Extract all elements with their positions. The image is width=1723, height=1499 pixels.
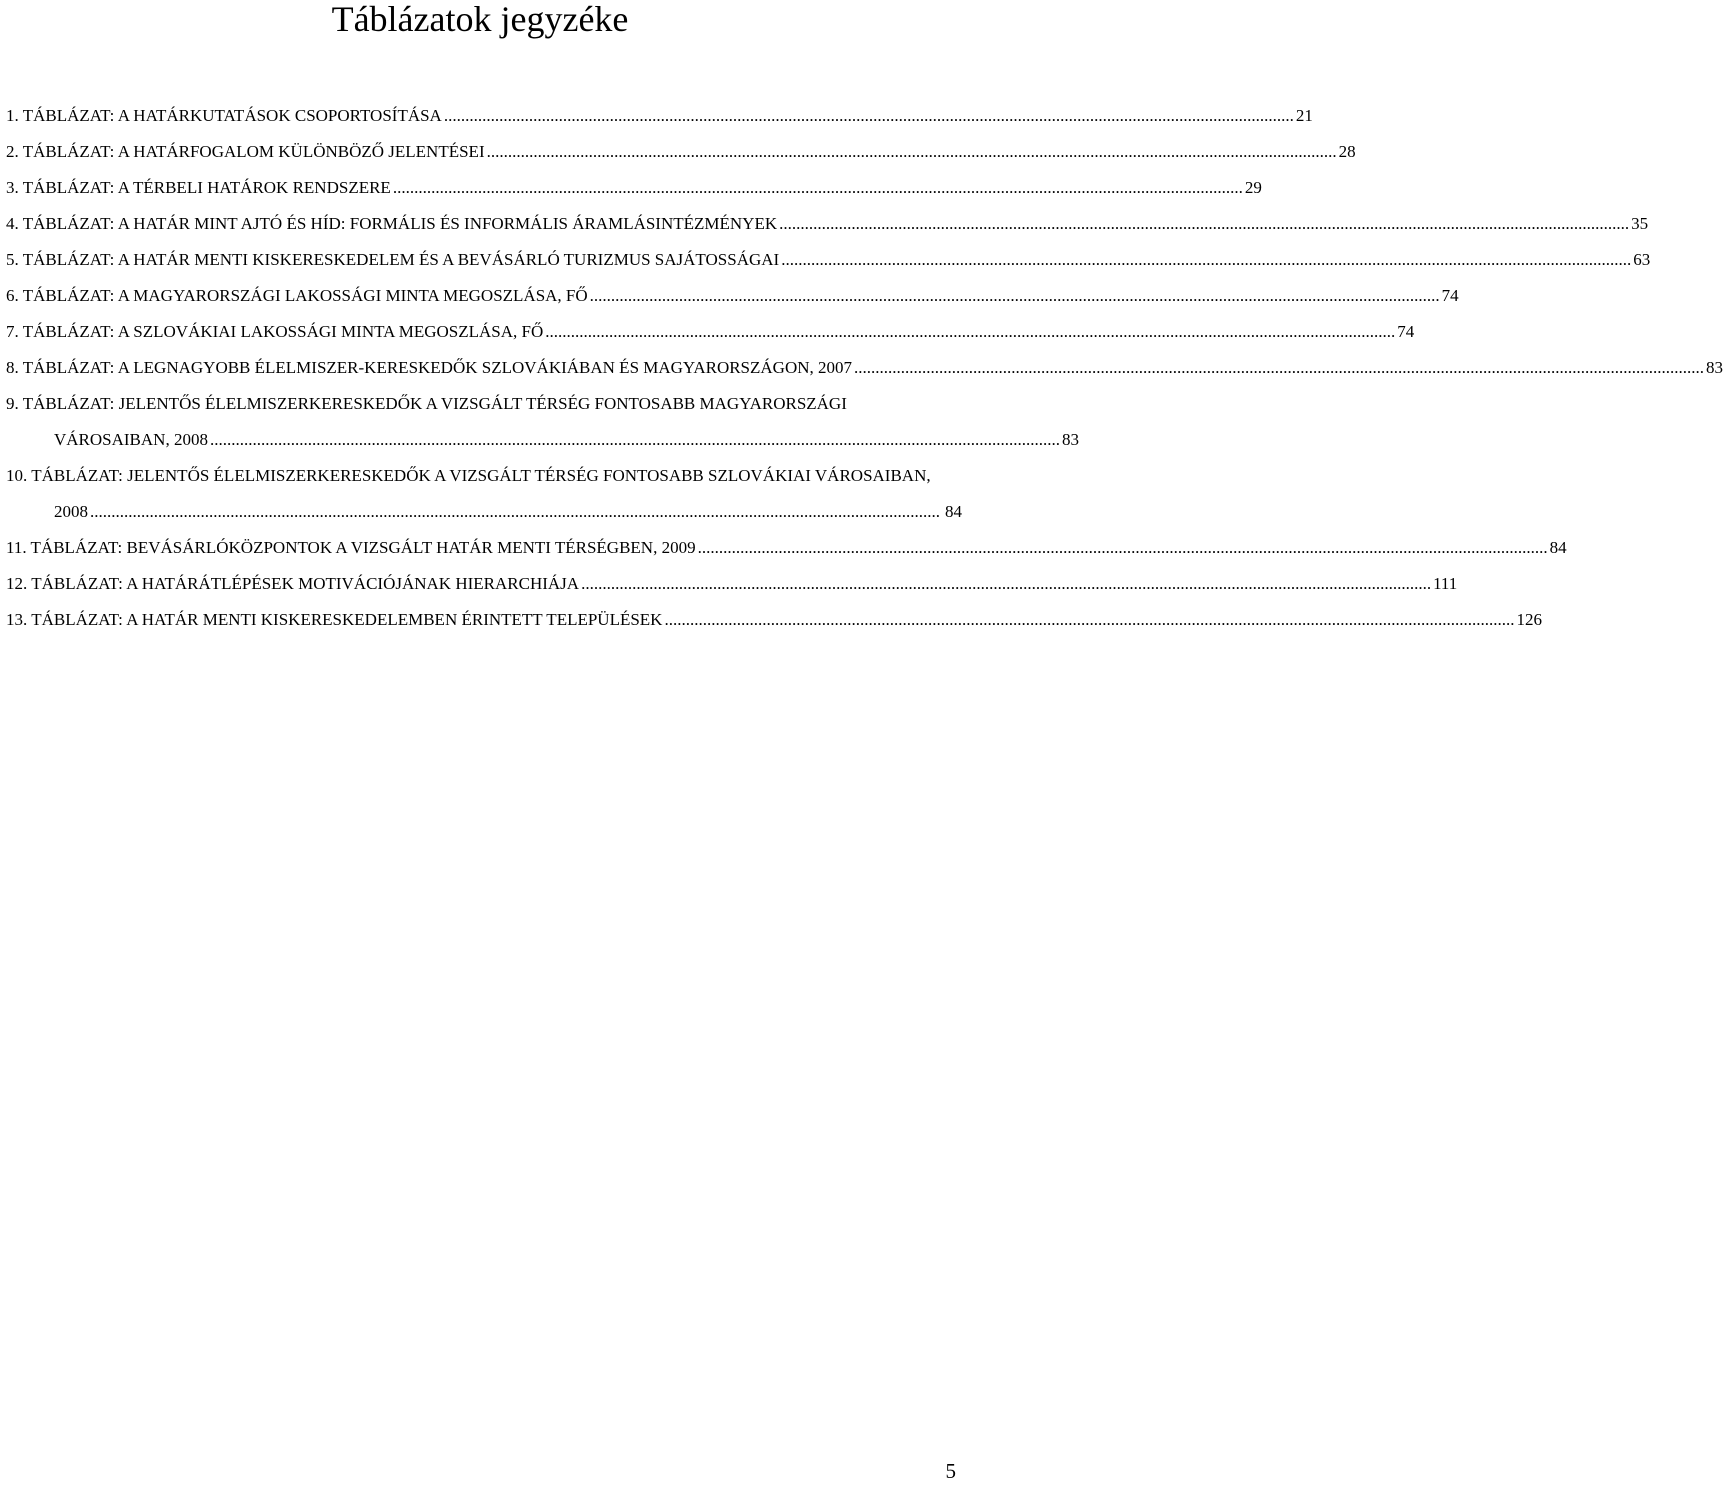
toc-entry-page: 83 xyxy=(1706,358,1723,377)
toc-entry-title: 3. TÁBLÁZAT: A TÉRBELI HATÁROK RENDSZERE xyxy=(6,178,391,197)
toc-entry-page: 35 xyxy=(1631,214,1649,233)
toc-entry-title: 7. TÁBLÁZAT: A SZLOVÁKIAI LAKOSSÁGI MINTA MEGOSZLÁSA, FŐ xyxy=(6,322,544,341)
dot-leader: ........................................................................................................................................................................................................ xyxy=(781,250,1632,269)
dot-leader: ........................................................................................................................................................................................................ xyxy=(589,286,1440,305)
toc-entry[interactable] xyxy=(6,602,1542,638)
toc-entry-page: 74 xyxy=(1397,322,1415,341)
toc-entry[interactable] xyxy=(6,314,1415,350)
toc-entry-page: 29 xyxy=(1244,178,1262,197)
toc-entry-title: 5. TÁBLÁZAT: A HATÁR MENTI KISKERESKEDELEM ÉS A BEVÁSÁRLÓ TURIZMUS SAJÁTOSSÁGAI xyxy=(6,250,780,269)
toc-entry-title: 1. TÁBLÁZAT: A HATÁRKUTATÁSOK CSOPORTOSÍTÁSA xyxy=(6,106,442,125)
toc-entry[interactable] xyxy=(6,566,1458,602)
dot-leader: ........................................................................................................................................................................................................ xyxy=(209,430,1060,449)
toc-entry[interactable] xyxy=(6,134,1356,170)
toc-entry[interactable] xyxy=(6,530,1567,566)
toc-entry-page: 83 xyxy=(1061,430,1079,449)
toc-entry-title: 6. TÁBLÁZAT: A MAGYARORSZÁGI LAKOSSÁGI MINTA MEGOSZLÁSA, FŐ xyxy=(6,286,588,305)
toc-entry-title: 13. TÁBLÁZAT: A HATÁR MENTI KISKERESKEDELEMBEN ÉRINTETT TELEPÜLÉSEK xyxy=(6,610,663,629)
toc-entry[interactable] xyxy=(6,458,962,530)
toc-entry-page: 63 xyxy=(1633,250,1651,269)
toc-entry[interactable] xyxy=(6,350,1723,386)
toc-entry-title: 12. TÁBLÁZAT: A HATÁRÁTLÉPÉSEK MOTIVÁCIÓJÁNAK HIERARCHIÁJA xyxy=(6,574,580,593)
dot-leader: ........................................................................................................................................................................................................ xyxy=(779,214,1630,233)
page-number: 5 xyxy=(945,1459,956,1483)
toc-entry[interactable] xyxy=(6,386,1079,458)
toc-entry[interactable] xyxy=(6,170,1262,206)
toc-entry-title-continuation: VÁROSAIBAN, 2008 xyxy=(54,430,208,449)
toc-entry-page: 111 xyxy=(1433,574,1458,593)
toc-entry[interactable] xyxy=(6,98,1313,134)
page-title: Táblázatok jegyzéke xyxy=(331,0,629,39)
toc-entry-title: 9. TÁBLÁZAT: JELENTŐS ÉLELMISZERKERESKEDŐK A VIZSGÁLT TÉRSÉG FONTOSABB MAGYARORSZÁGI xyxy=(6,394,847,413)
toc-entry-page: 84 xyxy=(945,502,962,521)
toc-entry-title: 4. TÁBLÁZAT: A HATÁR MINT AJTÓ ÉS HÍD: FORMÁLIS ÉS INFORMÁLIS ÁRAMLÁSINTÉZMÉNYEK xyxy=(6,214,778,233)
toc-entry-page: 84 xyxy=(1549,538,1567,557)
toc-entry[interactable] xyxy=(6,278,1459,314)
toc-entry-title: 8. TÁBLÁZAT: A LEGNAGYOBB ÉLELMISZER-KERESKEDŐK SZLOVÁKIÁBAN ÉS MAGYARORSZÁGON, 2007 xyxy=(6,358,853,377)
dot-leader: ........................................................................................................................................................................................................ xyxy=(90,502,940,521)
dot-leader: ........................................................................................................................................................................................................ xyxy=(545,322,1396,341)
toc-entry-title: 2. TÁBLÁZAT: A HATÁRFOGALOM KÜLÖNBÖZŐ JELENTÉSEI xyxy=(6,142,485,161)
toc-entry[interactable] xyxy=(6,242,1651,278)
toc-entry-title-continuation: 2008 xyxy=(54,502,88,521)
toc-entry-title: 10. TÁBLÁZAT: JELENTŐS ÉLELMISZERKERESKEDŐK A VIZSGÁLT TÉRSÉG FONTOSABB SZLOVÁKIAI VÁROSAIBAN, xyxy=(6,466,931,485)
toc-entry-page: 126 xyxy=(1516,610,1542,629)
table-of-tables xyxy=(6,98,1723,638)
dot-leader: ........................................................................................................................................................................................................ xyxy=(664,610,1515,629)
dot-leader: ........................................................................................................................................................................................................ xyxy=(486,142,1337,161)
dot-leader: ........................................................................................................................................................................................................ xyxy=(854,358,1705,377)
toc-entry-page: 28 xyxy=(1338,142,1356,161)
toc-entry-page: 21 xyxy=(1295,106,1313,125)
dot-leader: ........................................................................................................................................................................................................ xyxy=(697,538,1548,557)
toc-entry-page: 74 xyxy=(1441,286,1459,305)
dot-leader: ........................................................................................................................................................................................................ xyxy=(581,574,1432,593)
toc-entry[interactable] xyxy=(6,206,1649,242)
dot-leader: ........................................................................................................................................................................................................ xyxy=(443,106,1294,125)
dot-leader: ........................................................................................................................................................................................................ xyxy=(392,178,1243,197)
toc-entry-title: 11. TÁBLÁZAT: BEVÁSÁRLÓKÖZPONTOK A VIZSGÁLT HATÁR MENTI TÉRSÉGBEN, 2009 xyxy=(6,538,696,557)
